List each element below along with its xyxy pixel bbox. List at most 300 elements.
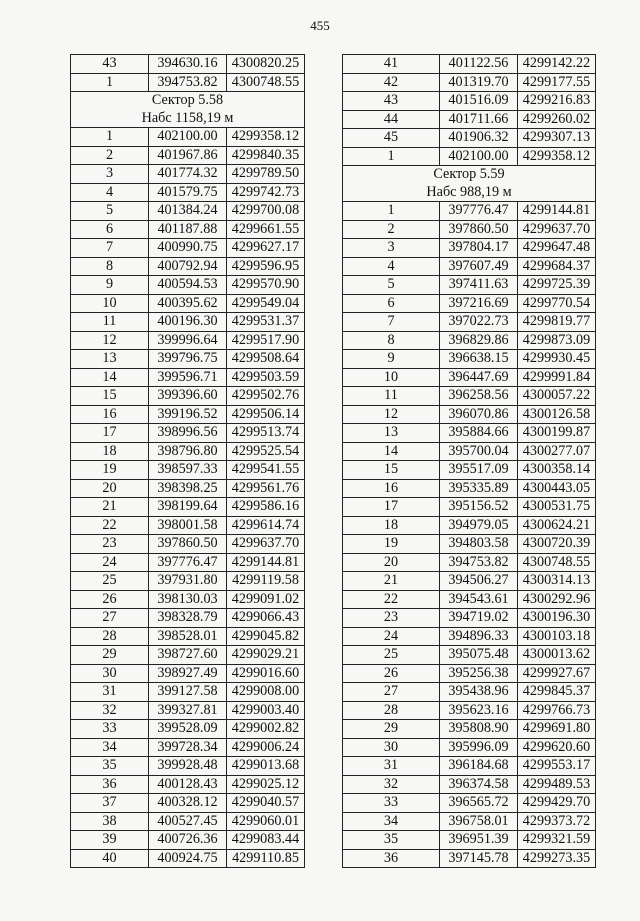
x-coordinate: 401319.70 — [440, 73, 518, 92]
point-number: 13 — [343, 424, 440, 443]
x-coordinate: 397216.69 — [440, 294, 518, 313]
point-number: 36 — [343, 849, 440, 868]
x-coordinate: 394506.27 — [440, 572, 518, 591]
x-coordinate: 396184.68 — [440, 757, 518, 776]
table-row — [71, 55, 305, 74]
point-number: 29 — [343, 720, 440, 739]
x-coordinate: 401187.88 — [149, 220, 227, 239]
table-row — [343, 831, 596, 850]
y-coordinate: 4299321.59 — [518, 831, 596, 850]
x-coordinate: 397860.50 — [440, 220, 518, 239]
point-number: 27 — [343, 683, 440, 702]
point-number: 28 — [343, 701, 440, 720]
point-number: 43 — [71, 55, 149, 74]
y-coordinate: 4299216.83 — [518, 92, 596, 111]
x-coordinate: 397860.50 — [149, 535, 227, 554]
table-row — [71, 479, 305, 498]
x-coordinate: 402100.00 — [440, 147, 518, 166]
x-coordinate: 399196.52 — [149, 405, 227, 424]
x-coordinate: 398727.60 — [149, 646, 227, 665]
y-coordinate: 4299691.80 — [518, 720, 596, 739]
point-number: 4 — [343, 257, 440, 276]
point-number: 7 — [343, 313, 440, 332]
y-coordinate: 4299742.73 — [227, 183, 305, 202]
table-row — [343, 775, 596, 794]
table-row — [343, 73, 596, 92]
point-number: 5 — [71, 202, 149, 221]
y-coordinate: 4299358.12 — [227, 128, 305, 147]
table-row — [343, 294, 596, 313]
y-coordinate: 4300196.30 — [518, 609, 596, 628]
coordinates-table-left — [70, 54, 305, 868]
point-number: 35 — [343, 831, 440, 850]
table-row — [71, 405, 305, 424]
table-row — [343, 553, 596, 572]
x-coordinate: 401906.32 — [440, 129, 518, 148]
y-coordinate: 4299570.90 — [227, 276, 305, 295]
y-coordinate: 4299008.00 — [227, 683, 305, 702]
x-coordinate: 398328.79 — [149, 609, 227, 628]
table-row — [71, 775, 305, 794]
table-row — [71, 738, 305, 757]
table-row — [71, 331, 305, 350]
table-row — [71, 313, 305, 332]
table-row — [71, 535, 305, 554]
x-coordinate: 395996.09 — [440, 738, 518, 757]
point-number: 44 — [343, 110, 440, 129]
table-row — [71, 627, 305, 646]
y-coordinate: 4300748.55 — [518, 553, 596, 572]
point-number: 3 — [343, 239, 440, 258]
y-coordinate: 4299508.64 — [227, 350, 305, 369]
point-number: 7 — [71, 239, 149, 258]
point-number: 23 — [343, 609, 440, 628]
y-coordinate: 4300720.39 — [518, 535, 596, 554]
table-row — [71, 276, 305, 295]
y-coordinate: 4300358.14 — [518, 461, 596, 480]
x-coordinate: 394753.82 — [440, 553, 518, 572]
y-coordinate: 4299429.70 — [518, 794, 596, 813]
point-number: 8 — [343, 331, 440, 350]
y-coordinate: 4299637.70 — [227, 535, 305, 554]
y-coordinate: 4300292.96 — [518, 590, 596, 609]
x-coordinate: 398597.33 — [149, 461, 227, 480]
point-number: 28 — [71, 627, 149, 646]
table-row — [343, 129, 596, 148]
table-row — [343, 55, 596, 74]
x-coordinate: 397022.73 — [440, 313, 518, 332]
table-row — [71, 720, 305, 739]
x-coordinate: 396951.39 — [440, 831, 518, 850]
table-row — [343, 424, 596, 443]
x-coordinate: 394803.58 — [440, 535, 518, 554]
sector-header-row — [343, 184, 596, 202]
x-coordinate: 396565.72 — [440, 794, 518, 813]
point-number: 9 — [71, 276, 149, 295]
y-coordinate: 4299040.57 — [227, 794, 305, 813]
table-row — [343, 220, 596, 239]
x-coordinate: 397931.80 — [149, 572, 227, 591]
table-row — [343, 812, 596, 831]
table-row — [343, 609, 596, 628]
y-coordinate: 4300277.07 — [518, 442, 596, 461]
point-number: 31 — [343, 757, 440, 776]
table-row — [71, 757, 305, 776]
sector-length: Набс 988,19 м — [343, 184, 596, 202]
x-coordinate: 394753.82 — [149, 73, 227, 92]
x-coordinate: 401711.66 — [440, 110, 518, 129]
x-coordinate: 398130.03 — [149, 590, 227, 609]
table-row — [71, 424, 305, 443]
point-number: 12 — [71, 331, 149, 350]
y-coordinate: 4299502.76 — [227, 387, 305, 406]
point-number: 35 — [71, 757, 149, 776]
point-number: 18 — [343, 516, 440, 535]
x-coordinate: 400395.62 — [149, 294, 227, 313]
point-number: 40 — [71, 849, 149, 868]
y-coordinate: 4299045.82 — [227, 627, 305, 646]
y-coordinate: 4299770.54 — [518, 294, 596, 313]
y-coordinate: 4299358.12 — [518, 147, 596, 166]
table-row — [71, 553, 305, 572]
point-number: 20 — [71, 479, 149, 498]
y-coordinate: 4299840.35 — [227, 146, 305, 165]
point-number: 2 — [343, 220, 440, 239]
point-number: 1 — [343, 147, 440, 166]
point-number: 24 — [71, 553, 149, 572]
point-number: 25 — [71, 572, 149, 591]
x-coordinate: 399127.58 — [149, 683, 227, 702]
table-row — [71, 849, 305, 868]
x-coordinate: 395156.52 — [440, 498, 518, 517]
y-coordinate: 4299003.40 — [227, 701, 305, 720]
sector-length: Набс 1158,19 м — [71, 110, 305, 128]
x-coordinate: 398996.56 — [149, 424, 227, 443]
table-row — [343, 405, 596, 424]
point-number: 1 — [71, 128, 149, 147]
y-coordinate: 4300443.05 — [518, 479, 596, 498]
point-number: 13 — [71, 350, 149, 369]
point-number: 31 — [71, 683, 149, 702]
x-coordinate: 394896.33 — [440, 627, 518, 646]
y-coordinate: 4299661.55 — [227, 220, 305, 239]
table-row — [343, 442, 596, 461]
table-row — [343, 257, 596, 276]
point-number: 20 — [343, 553, 440, 572]
y-coordinate: 4299819.77 — [518, 313, 596, 332]
table-row — [343, 849, 596, 868]
x-coordinate: 396829.86 — [440, 331, 518, 350]
point-number: 5 — [343, 276, 440, 295]
point-number: 22 — [343, 590, 440, 609]
table-row — [71, 664, 305, 683]
x-coordinate: 399796.75 — [149, 350, 227, 369]
x-coordinate: 395623.16 — [440, 701, 518, 720]
point-number: 26 — [71, 590, 149, 609]
point-number: 8 — [71, 257, 149, 276]
x-coordinate: 397607.49 — [440, 257, 518, 276]
table-row — [343, 202, 596, 221]
point-number: 38 — [71, 812, 149, 831]
table-row — [71, 220, 305, 239]
table-row — [71, 683, 305, 702]
table-row — [71, 812, 305, 831]
x-coordinate: 399728.34 — [149, 738, 227, 757]
table-row — [343, 627, 596, 646]
sector-header-row — [71, 92, 305, 110]
table-row — [343, 646, 596, 665]
point-number: 32 — [71, 701, 149, 720]
x-coordinate: 400924.75 — [149, 849, 227, 868]
point-number: 19 — [343, 535, 440, 554]
point-number: 6 — [71, 220, 149, 239]
point-number: 17 — [343, 498, 440, 517]
point-number: 29 — [71, 646, 149, 665]
y-coordinate: 4299110.85 — [227, 849, 305, 868]
y-coordinate: 4299930.45 — [518, 350, 596, 369]
y-coordinate: 4299525.54 — [227, 442, 305, 461]
y-coordinate: 4300624.21 — [518, 516, 596, 535]
point-number: 26 — [343, 664, 440, 683]
point-number: 30 — [343, 738, 440, 757]
x-coordinate: 396758.01 — [440, 812, 518, 831]
table-row — [343, 738, 596, 757]
y-coordinate: 4299029.21 — [227, 646, 305, 665]
point-number: 24 — [343, 627, 440, 646]
y-coordinate: 4299013.68 — [227, 757, 305, 776]
sector-title: Сектор 5.59 — [343, 166, 596, 184]
y-coordinate: 4299503.59 — [227, 368, 305, 387]
table-row — [71, 461, 305, 480]
point-number: 9 — [343, 350, 440, 369]
point-number: 15 — [71, 387, 149, 406]
y-coordinate: 4299596.95 — [227, 257, 305, 276]
x-coordinate: 397145.78 — [440, 849, 518, 868]
point-number: 45 — [343, 129, 440, 148]
table-row — [71, 239, 305, 258]
sector-header-row — [71, 110, 305, 128]
x-coordinate: 394630.16 — [149, 55, 227, 74]
y-coordinate: 4299541.55 — [227, 461, 305, 480]
y-coordinate: 4299144.81 — [518, 202, 596, 221]
point-number: 10 — [343, 368, 440, 387]
x-coordinate: 400990.75 — [149, 239, 227, 258]
point-number: 10 — [71, 294, 149, 313]
table-row — [343, 239, 596, 258]
table-row — [71, 572, 305, 591]
y-coordinate: 4299531.37 — [227, 313, 305, 332]
y-coordinate: 4299684.37 — [518, 257, 596, 276]
x-coordinate: 400128.43 — [149, 775, 227, 794]
x-coordinate: 401122.56 — [440, 55, 518, 74]
table-row — [343, 572, 596, 591]
y-coordinate: 4300103.18 — [518, 627, 596, 646]
table-row — [343, 387, 596, 406]
point-number: 43 — [343, 92, 440, 111]
point-number: 36 — [71, 775, 149, 794]
table-row — [343, 313, 596, 332]
table-row — [343, 368, 596, 387]
table-row — [343, 461, 596, 480]
table-row — [343, 92, 596, 111]
table-row — [71, 590, 305, 609]
table-row — [343, 516, 596, 535]
x-coordinate: 401967.86 — [149, 146, 227, 165]
point-number: 12 — [343, 405, 440, 424]
x-coordinate: 399928.48 — [149, 757, 227, 776]
x-coordinate: 399528.09 — [149, 720, 227, 739]
x-coordinate: 399596.71 — [149, 368, 227, 387]
y-coordinate: 4299637.70 — [518, 220, 596, 239]
x-coordinate: 400527.45 — [149, 812, 227, 831]
point-number: 4 — [71, 183, 149, 202]
coordinates-table-right — [342, 54, 596, 868]
point-number: 33 — [343, 794, 440, 813]
table-row — [343, 757, 596, 776]
table-row — [71, 350, 305, 369]
x-coordinate: 400726.36 — [149, 831, 227, 850]
table-row — [343, 479, 596, 498]
table-row — [71, 202, 305, 221]
table-row — [71, 257, 305, 276]
y-coordinate: 4299091.02 — [227, 590, 305, 609]
table-row — [343, 331, 596, 350]
y-coordinate: 4299083.44 — [227, 831, 305, 850]
point-number: 6 — [343, 294, 440, 313]
point-number: 15 — [343, 461, 440, 480]
x-coordinate: 398199.64 — [149, 498, 227, 517]
table-row — [343, 701, 596, 720]
y-coordinate: 4299006.24 — [227, 738, 305, 757]
x-coordinate: 398001.58 — [149, 516, 227, 535]
point-number: 11 — [343, 387, 440, 406]
x-coordinate: 395335.89 — [440, 479, 518, 498]
y-coordinate: 4299991.84 — [518, 368, 596, 387]
y-coordinate: 4299066.43 — [227, 609, 305, 628]
x-coordinate: 397804.17 — [440, 239, 518, 258]
point-number: 32 — [343, 775, 440, 794]
point-number: 41 — [343, 55, 440, 74]
y-coordinate: 4299845.37 — [518, 683, 596, 702]
point-number: 16 — [343, 479, 440, 498]
y-coordinate: 4299060.01 — [227, 812, 305, 831]
table-row — [71, 294, 305, 313]
x-coordinate: 394543.61 — [440, 590, 518, 609]
x-coordinate: 394979.05 — [440, 516, 518, 535]
y-coordinate: 4300748.55 — [227, 73, 305, 92]
point-number: 33 — [71, 720, 149, 739]
x-coordinate: 400328.12 — [149, 794, 227, 813]
sector-title: Сектор 5.58 — [71, 92, 305, 110]
y-coordinate: 4299553.17 — [518, 757, 596, 776]
y-coordinate: 4300013.62 — [518, 646, 596, 665]
x-coordinate: 400594.53 — [149, 276, 227, 295]
point-number: 22 — [71, 516, 149, 535]
x-coordinate: 396070.86 — [440, 405, 518, 424]
y-coordinate: 4300314.13 — [518, 572, 596, 591]
y-coordinate: 4299177.55 — [518, 73, 596, 92]
table-row — [343, 720, 596, 739]
point-number: 21 — [71, 498, 149, 517]
table-row — [343, 147, 596, 166]
point-number: 23 — [71, 535, 149, 554]
point-number: 42 — [343, 73, 440, 92]
y-coordinate: 4299700.08 — [227, 202, 305, 221]
table-row — [343, 276, 596, 295]
table-row — [71, 146, 305, 165]
y-coordinate: 4299620.60 — [518, 738, 596, 757]
table-row — [343, 794, 596, 813]
table-row — [71, 794, 305, 813]
x-coordinate: 396374.58 — [440, 775, 518, 794]
x-coordinate: 399996.64 — [149, 331, 227, 350]
y-coordinate: 4299506.14 — [227, 405, 305, 424]
point-number: 37 — [71, 794, 149, 813]
table-row — [71, 609, 305, 628]
x-coordinate: 399327.81 — [149, 701, 227, 720]
table-row — [71, 701, 305, 720]
y-coordinate: 4300126.58 — [518, 405, 596, 424]
y-coordinate: 4299489.53 — [518, 775, 596, 794]
x-coordinate: 396447.69 — [440, 368, 518, 387]
y-coordinate: 4300057.22 — [518, 387, 596, 406]
x-coordinate: 395075.48 — [440, 646, 518, 665]
point-number: 30 — [71, 664, 149, 683]
point-number: 14 — [71, 368, 149, 387]
point-number: 21 — [343, 572, 440, 591]
x-coordinate: 398796.80 — [149, 442, 227, 461]
point-number: 27 — [71, 609, 149, 628]
table-row — [71, 165, 305, 184]
table-row — [343, 683, 596, 702]
x-coordinate: 400196.30 — [149, 313, 227, 332]
table-row — [71, 498, 305, 517]
x-coordinate: 395438.96 — [440, 683, 518, 702]
x-coordinate: 401384.24 — [149, 202, 227, 221]
table-row — [71, 831, 305, 850]
y-coordinate: 4299549.04 — [227, 294, 305, 313]
y-coordinate: 4299025.12 — [227, 775, 305, 794]
point-number: 25 — [343, 646, 440, 665]
table-row — [343, 664, 596, 683]
point-number: 14 — [343, 442, 440, 461]
x-coordinate: 398528.01 — [149, 627, 227, 646]
point-number: 39 — [71, 831, 149, 850]
y-coordinate: 4299927.67 — [518, 664, 596, 683]
y-coordinate: 4299307.13 — [518, 129, 596, 148]
point-number: 18 — [71, 442, 149, 461]
y-coordinate: 4300820.25 — [227, 55, 305, 74]
y-coordinate: 4300199.87 — [518, 424, 596, 443]
x-coordinate: 399396.60 — [149, 387, 227, 406]
x-coordinate: 395256.38 — [440, 664, 518, 683]
y-coordinate: 4299627.17 — [227, 239, 305, 258]
x-coordinate: 394719.02 — [440, 609, 518, 628]
y-coordinate: 4299725.39 — [518, 276, 596, 295]
point-number: 16 — [71, 405, 149, 424]
table-row — [71, 516, 305, 535]
y-coordinate: 4300531.75 — [518, 498, 596, 517]
point-number: 3 — [71, 165, 149, 184]
table-row — [71, 646, 305, 665]
sector-header-row — [343, 166, 596, 184]
x-coordinate: 401516.09 — [440, 92, 518, 111]
table-row — [71, 183, 305, 202]
table-row — [71, 442, 305, 461]
table-row — [343, 498, 596, 517]
y-coordinate: 4299614.74 — [227, 516, 305, 535]
x-coordinate: 398398.25 — [149, 479, 227, 498]
